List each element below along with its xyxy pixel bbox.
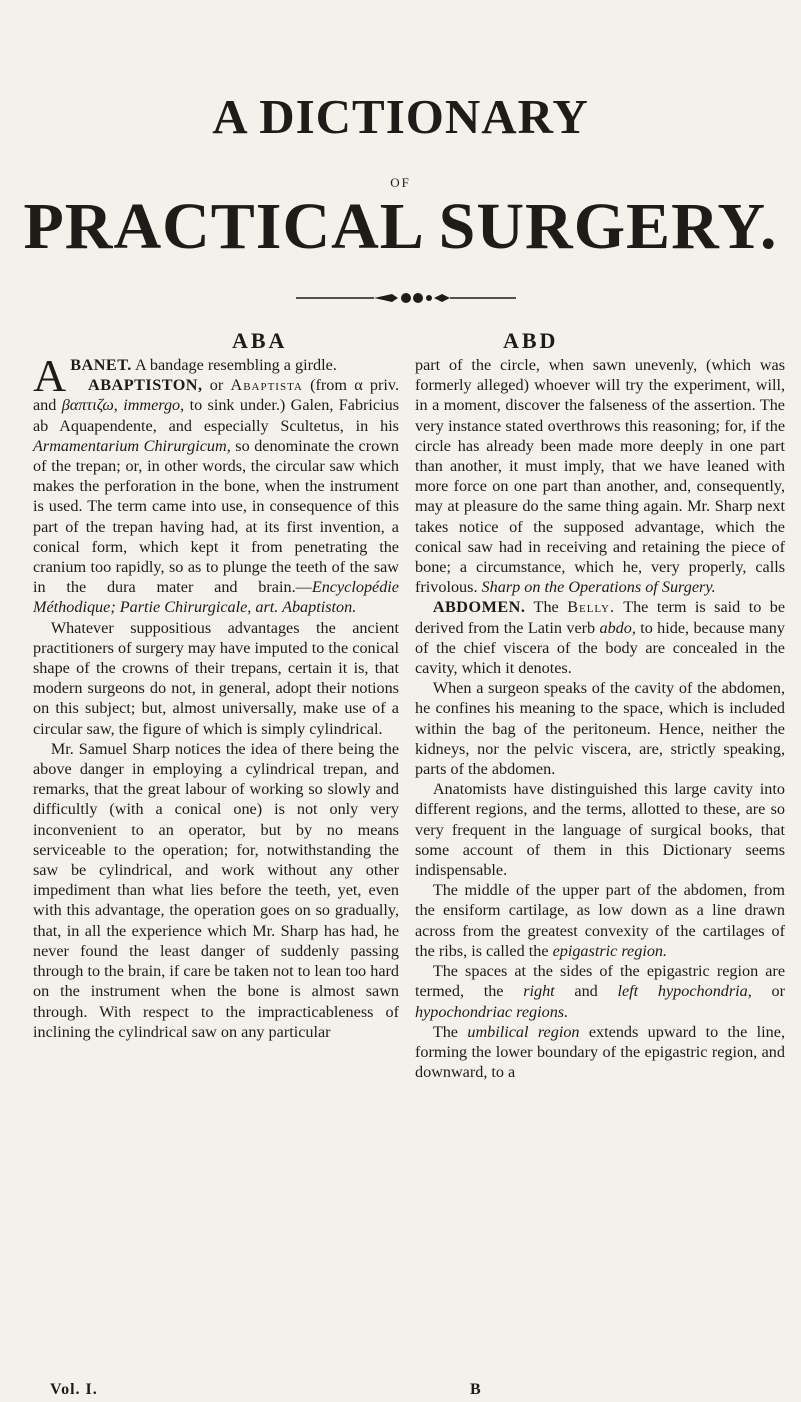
right-column bbox=[415, 355, 785, 1082]
paragraph-hypochondria bbox=[415, 961, 785, 1022]
entry-text: The term is said to be derived from the Latin verb bbox=[415, 598, 786, 637]
connector-text: The bbox=[525, 598, 568, 617]
latin-word: abdo bbox=[599, 618, 632, 637]
latin-word: immergo bbox=[123, 396, 181, 415]
term: umbilical region bbox=[467, 1022, 580, 1041]
signature-mark: B bbox=[470, 1381, 482, 1398]
term: left hypochondria bbox=[617, 982, 748, 1001]
citation: Encyclopédie Méthodique; Partie Chirurgicale, art. Abaptiston. bbox=[33, 578, 399, 617]
running-head-left: ABA bbox=[232, 328, 288, 353]
paragraph: Whatever suppositious advantages the ancient practitioners of surgery may have imputed to the conical shape of the crowns of their trepans, certain it is, that modern surgeons do not, in general, adopt their notions on this subject; but, almost universally, make use of a circular saw, the figure of which is simply cylindrical. bbox=[33, 618, 399, 738]
paragraph: Anatomists have distinguished this large cavity into different regions, and the terms, allotted to these, are so very frequent in the language of surgical books, that some account of them in this Dictionary seems indispensable. bbox=[415, 780, 785, 880]
paragraph-text: extends upward to the line, forming the lower boundary of the epigastric region, and downward, to a bbox=[415, 1022, 785, 1082]
entry-text: , to sink under.) Galen, Fabricius ab Aquapendente, and especially Scultetus, in his bbox=[33, 396, 399, 435]
paragraph-umbilical bbox=[415, 1022, 785, 1083]
work-title: Armamentarium Chirurgicum bbox=[33, 436, 227, 455]
entry-text: , so denominate the crown of the trepan; or, in other words, the circular saw which makes the perforation in the bone, when the instrument is used. The term came into use, in consequence of this part of the trepan having had, at its first invention, a conical form, which kept it from penetrating the cranium too rapidly, so as to plunge the teeth of the saw in the dura mater and brain.— bbox=[33, 436, 399, 597]
paragraph-continued bbox=[415, 355, 785, 597]
left-column bbox=[33, 350, 399, 1042]
term: hypochondriac regions. bbox=[415, 1002, 569, 1021]
headword-abanet: BANET. bbox=[70, 356, 132, 374]
paragraph: Mr. Samuel Sharp notices the idea of there being the above danger in employing a cylindrical trepan, and remarks, that the great labour of working so slowly and difficultly (with a conical one) is not only very inconvenient to an operator, but by no means serviceable to the operation; for, notwithstanding the saw be cylindrical, and work without any other impediment than what lies before the teeth, yet, even with this advantage, the operation goes on so gradually, that, in all the experience which Mr. Sharp has had, he never found the least danger of suddenly passing through to the brain, if care be taken not to lean too hard on the instrument when the bone is almost sawn through. With respect to the impracticableness of inclining the cylindrical saw on any particular bbox=[33, 739, 399, 1041]
headword-abaptiston: ABAPTISTON, bbox=[88, 376, 203, 395]
punctuation: , bbox=[113, 396, 124, 415]
connector-text: , or bbox=[747, 982, 786, 1001]
ornament-divider bbox=[296, 290, 516, 306]
title-line-practical-surgery: PRACTICAL SURGERY. bbox=[23, 190, 778, 263]
term: right bbox=[523, 982, 555, 1001]
entry-text: (from α priv. and bbox=[33, 376, 399, 415]
connector-text: The bbox=[432, 1022, 468, 1041]
alt-headword: Abaptista bbox=[230, 376, 303, 395]
entry-abdomen bbox=[415, 597, 785, 678]
connector-text: and bbox=[554, 982, 618, 1001]
connector-text: or bbox=[202, 376, 231, 395]
citation: Sharp on the Operations of Surgery. bbox=[481, 578, 716, 597]
drop-cap: A bbox=[33, 350, 67, 401]
paragraph: When a surgeon speaks of the cavity of the abdomen, he confines his meaning to the space, which is included within the bag of the peritoneum. Hence, neither the kidneys, nor the pelvic viscera, are, strictly speaking, parts of the abdomen. bbox=[415, 679, 785, 779]
paragraph-text: The spaces at the sides of the epigastric region are termed, the bbox=[415, 962, 785, 1001]
alt-headword: Belly. bbox=[567, 598, 616, 617]
title-line-dictionary: A DICTIONARY bbox=[212, 89, 589, 144]
definition-abanet: A bandage resembling a girdle. bbox=[131, 356, 337, 374]
headword-abdomen: ABDOMEN. bbox=[432, 598, 526, 617]
volume-mark: Vol. I. bbox=[50, 1381, 98, 1398]
paragraph-text: The middle of the upper part of the abdomen, from the ensiform cartilage, as low down as a line drawn across from the greatest convexity of the cartilages of the ribs, is called the bbox=[415, 881, 785, 960]
greek-word: βαπτιζω bbox=[61, 396, 114, 415]
entry-abaptiston bbox=[33, 375, 399, 617]
term: epigastric region. bbox=[552, 941, 668, 960]
title-of: OF bbox=[390, 175, 411, 190]
entry-text: , to hide, because many of the chief viscera of the body are concealed in the cavity, which it denotes. bbox=[415, 618, 785, 678]
paragraph-text: part of the circle, when sawn unevenly, (which was formerly alleged) whoever will try the experiment, will, in a moment, discover the falseness of the assertion. The very instance stated overthrows this reasoning; for, if the circle has already been made more deeply in one part than another, it must imply, that we have leaned with more force on one part than another, and, consequently, may at pleasure do the same thing again. Mr. Sharp next takes notice of the supposed advantage, which the conical saw had in receiving and retaining the piece of bone; a circumstance, which he, very properly, calls frivolous. bbox=[415, 356, 785, 597]
paragraph-epigastric bbox=[415, 880, 785, 961]
running-head-right: ABD bbox=[503, 328, 559, 353]
